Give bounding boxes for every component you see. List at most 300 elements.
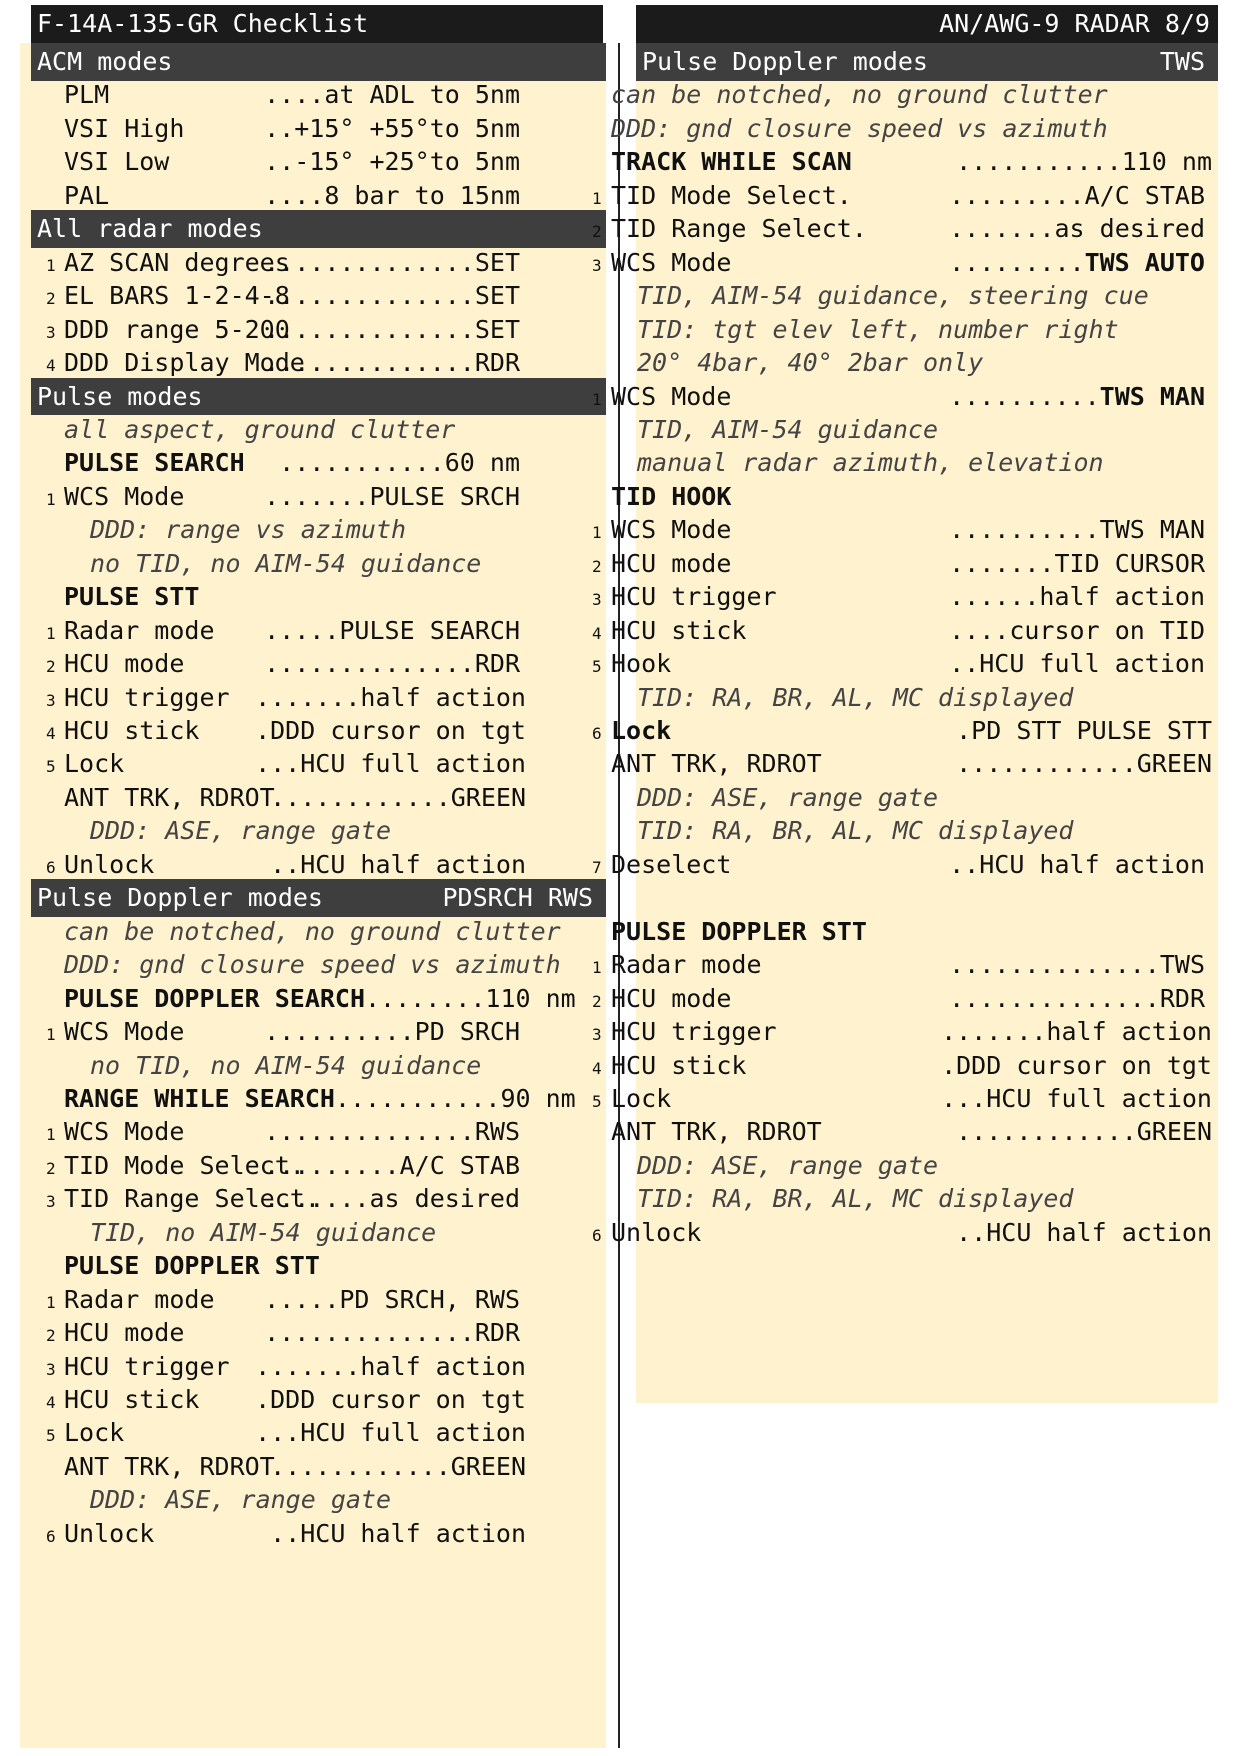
step-number: 6 xyxy=(592,1225,602,1245)
item-value xyxy=(270,846,526,884)
item-label: Radar mode xyxy=(64,615,215,645)
step-number: 1 xyxy=(46,255,56,275)
item-value-text: ..HCU half action xyxy=(270,849,526,879)
item-value xyxy=(255,712,526,750)
checklist-item xyxy=(20,1448,606,1486)
procedure-heading xyxy=(20,444,606,482)
procedure-heading xyxy=(20,1080,606,1118)
item-value-text: ...HCU full action xyxy=(255,749,526,779)
step-number: 1 xyxy=(592,523,602,543)
checklist-item xyxy=(20,1180,606,1218)
procedure-title: PULSE STT xyxy=(64,582,200,612)
item-value-text: .....PULSE SEARCH xyxy=(264,615,520,645)
item-label: WCS Mode xyxy=(611,381,732,411)
column-divider xyxy=(618,43,620,1748)
note-text: TID, no AIM-54 guidance xyxy=(90,1217,437,1247)
procedure-heading xyxy=(20,578,606,616)
step-number: 1 xyxy=(592,188,602,208)
item-value-text: ......... xyxy=(949,247,1085,277)
item-value-text: .........A/C STAB xyxy=(264,1150,520,1180)
item-value-text: ....8 bar to 15nm xyxy=(264,180,520,210)
item-label: Unlock xyxy=(64,849,155,879)
step-number: 3 xyxy=(592,590,602,610)
item-value-text: ..............SET xyxy=(264,314,520,344)
procedure-heading xyxy=(611,478,1218,516)
section-title: ACM modes xyxy=(37,47,173,76)
note-text: TID: tgt elev left, number right xyxy=(637,314,1119,344)
checklist-item xyxy=(592,612,1218,650)
checklist-item xyxy=(20,1314,606,1352)
step-number: 3 xyxy=(592,255,602,275)
section-mode-tag: TWS xyxy=(1159,47,1205,76)
note-text: TID: RA, BR, AL, MC displayed xyxy=(637,682,1074,712)
item-label: Unlock xyxy=(611,1217,702,1247)
checklist-item xyxy=(20,177,606,215)
step-number: 2 xyxy=(592,222,602,242)
checklist-item xyxy=(592,1214,1218,1252)
checklist-item xyxy=(592,846,1218,884)
item-value xyxy=(956,1113,1212,1151)
item-label: Radar mode xyxy=(64,1284,215,1314)
checklist-item xyxy=(592,210,1218,248)
note-text: 20° 4bar, 40° 2bar only xyxy=(637,348,984,378)
item-value xyxy=(270,1448,526,1486)
note-text: manual radar azimuth, elevation xyxy=(637,448,1104,478)
item-value xyxy=(949,846,1205,884)
section-header xyxy=(31,210,606,248)
step-number: 5 xyxy=(46,1426,56,1446)
item-label: WCS Mode xyxy=(64,1117,185,1147)
right-column xyxy=(592,43,1218,1403)
item-value xyxy=(264,76,520,114)
item-value-text: ..............RDR xyxy=(264,1318,520,1348)
item-value xyxy=(264,177,520,215)
item-label: PAL xyxy=(64,180,110,210)
item-value xyxy=(264,277,520,315)
note-row xyxy=(636,411,1218,449)
checklist-item xyxy=(20,846,606,884)
item-value-text: .......half action xyxy=(255,682,526,712)
item-value xyxy=(949,210,1205,248)
item-label: Unlock xyxy=(64,1518,155,1548)
section-header xyxy=(636,43,1218,81)
item-label: HCU trigger xyxy=(64,1351,230,1381)
item-label: HCU trigger xyxy=(64,682,230,712)
item-label: ANT TRK, RDROT xyxy=(64,782,275,812)
procedure-heading xyxy=(20,1247,606,1285)
item-value-text: ............GREEN xyxy=(956,1117,1212,1147)
item-value-text: .......as desired xyxy=(949,214,1205,244)
checklist-item xyxy=(611,1113,1218,1151)
checklist-item xyxy=(20,478,606,516)
page-title: AN/AWG-9 RADAR 8/9 xyxy=(636,5,1218,43)
checklist-item xyxy=(20,1113,606,1151)
item-value xyxy=(949,578,1205,616)
note-row xyxy=(611,110,1218,148)
step-number: 4 xyxy=(46,1393,56,1412)
step-number: 1 xyxy=(592,389,602,409)
item-value-text: .......... xyxy=(949,381,1100,411)
note-text: DDD: ASE, range gate xyxy=(637,1150,939,1180)
step-number: 2 xyxy=(46,1158,56,1178)
step-number: 4 xyxy=(46,356,56,376)
blank-row xyxy=(636,879,1218,917)
step-number: 3 xyxy=(46,1359,56,1379)
checklist-item xyxy=(592,578,1218,616)
item-value xyxy=(941,1013,1212,1051)
procedure-heading xyxy=(611,143,1218,181)
item-value-bold: TWS MAN xyxy=(1099,381,1205,411)
checklist-item xyxy=(20,1515,606,1553)
checklist-item xyxy=(592,946,1218,984)
procedure-title: PULSE SEARCH xyxy=(64,448,245,478)
note-row xyxy=(636,444,1218,482)
step-number: 1 xyxy=(592,958,602,978)
checklist-title: F-14A-135-GR Checklist xyxy=(31,5,603,43)
item-label: VSI Low xyxy=(64,147,170,177)
procedure-title: TID HOOK xyxy=(611,481,732,511)
checklist-item xyxy=(592,712,1218,750)
step-number: 1 xyxy=(46,489,56,509)
note-row xyxy=(20,946,606,984)
checklist-item xyxy=(592,1013,1218,1051)
item-value xyxy=(270,779,526,817)
item-value-text: .......as desired xyxy=(264,1184,520,1214)
item-value-text: ..............RWS xyxy=(264,1117,520,1147)
item-value-text: ..HCU half action xyxy=(949,849,1205,879)
item-label: Deselect xyxy=(611,849,732,879)
item-value-text: .......TID CURSOR xyxy=(949,548,1205,578)
item-value xyxy=(956,1214,1212,1252)
item-value-text: ............GREEN xyxy=(270,782,526,812)
note-row xyxy=(636,812,1218,850)
item-value-bold: TWS AUTO xyxy=(1084,247,1205,277)
item-label: HCU stick xyxy=(64,1385,200,1414)
item-label: Radar mode xyxy=(611,950,762,980)
item-value-text: ..HCU half action xyxy=(270,1518,526,1548)
item-value xyxy=(270,1515,526,1553)
note-row xyxy=(636,311,1218,349)
item-label: DDD Display Mode xyxy=(64,348,305,378)
item-value-text: ..............SET xyxy=(264,247,520,277)
section-mode-tag: PDSRCH RWS xyxy=(442,883,593,913)
item-label: EL BARS 1-2-4-8 xyxy=(64,281,290,311)
section-title: Pulse Doppler modes xyxy=(37,883,323,913)
left-column xyxy=(20,43,606,1748)
step-number: 6 xyxy=(46,857,56,877)
item-value xyxy=(949,378,1205,416)
step-number: 5 xyxy=(46,757,56,777)
item-value-text: ..........TWS MAN xyxy=(949,515,1205,545)
note-text: TID: RA, BR, AL, MC displayed xyxy=(637,1184,1074,1214)
step-number: 6 xyxy=(592,724,602,743)
step-number: 4 xyxy=(592,623,602,643)
checklist-item xyxy=(611,745,1218,783)
item-value xyxy=(264,612,520,650)
item-label: TID Mode Select. xyxy=(611,180,852,210)
note-text: no TID, no AIM-54 guidance xyxy=(90,1050,482,1080)
section-title: Pulse Doppler modes xyxy=(642,47,928,76)
checklist-item xyxy=(592,645,1218,683)
note-text: can be notched, no ground clutter xyxy=(611,80,1108,110)
item-value xyxy=(941,1047,1212,1085)
item-value xyxy=(264,1113,520,1151)
section-header xyxy=(31,43,606,81)
item-value-text: .......PULSE SRCH xyxy=(264,481,520,511)
item-value-text: ...HCU full action xyxy=(941,1083,1212,1113)
item-value-text: ....at ADL to 5nm xyxy=(264,80,520,110)
step-number: 1 xyxy=(46,623,56,643)
item-label: HCU trigger xyxy=(611,1017,777,1047)
checklist-item xyxy=(20,244,606,282)
item-value-text: .DDD cursor on tgt xyxy=(255,1385,526,1414)
checklist-item xyxy=(20,344,606,382)
checklist-item xyxy=(20,1348,606,1386)
item-value xyxy=(264,645,520,683)
procedure-title: PULSE DOPPLER SEARCH xyxy=(64,983,366,1013)
checklist-item xyxy=(20,1013,606,1051)
item-value xyxy=(264,1281,520,1319)
checklist-item xyxy=(592,177,1218,215)
item-label: HCU mode xyxy=(64,649,185,679)
item-value xyxy=(264,344,520,382)
item-label: HCU mode xyxy=(611,548,732,578)
item-label: ANT TRK, RDROT xyxy=(611,1117,822,1147)
note-row xyxy=(20,411,606,449)
item-value xyxy=(255,1381,526,1419)
step-number: 1 xyxy=(46,1125,56,1145)
item-value xyxy=(949,511,1205,549)
item-label: HCU trigger xyxy=(611,582,777,612)
item-value xyxy=(264,1013,520,1051)
item-value xyxy=(255,1414,526,1452)
note-row xyxy=(20,511,606,549)
step-number: 5 xyxy=(592,1091,602,1111)
item-label: HCU stick xyxy=(611,1050,747,1080)
note-text: DDD: gnd closure speed vs azimuth xyxy=(611,113,1108,143)
item-value-text: ....cursor on TID xyxy=(949,615,1205,645)
item-value xyxy=(264,311,520,349)
checklist-item xyxy=(20,1147,606,1185)
item-value-text: ..........PD SRCH xyxy=(264,1017,520,1047)
step-number: 1 xyxy=(46,1025,56,1045)
note-row xyxy=(20,545,606,583)
section-header xyxy=(31,378,606,416)
section-title: All radar modes xyxy=(37,214,263,244)
item-label: TID Range Select. xyxy=(64,1184,320,1214)
item-value xyxy=(949,244,1205,282)
item-value-text: ..HCU half action xyxy=(956,1217,1212,1247)
item-value xyxy=(264,110,520,148)
item-value xyxy=(264,1180,520,1218)
section-title: Pulse modes xyxy=(37,381,203,411)
item-label: HCU mode xyxy=(64,1318,185,1348)
item-value xyxy=(264,143,520,181)
step-number: 2 xyxy=(46,1326,56,1346)
item-value xyxy=(949,980,1205,1018)
note-text: all aspect, ground clutter xyxy=(64,414,456,444)
step-number: 2 xyxy=(592,556,602,576)
item-value xyxy=(949,612,1205,650)
item-label: PLM xyxy=(64,80,110,110)
note-text: DDD: ASE, range gate xyxy=(637,782,939,812)
item-label: TID Mode Select. xyxy=(64,1150,305,1180)
item-value xyxy=(264,478,520,516)
step-number: 2 xyxy=(592,991,602,1011)
note-row xyxy=(636,277,1218,315)
item-label: HCU stick xyxy=(64,716,200,745)
procedure-range: ...........110 nm xyxy=(956,147,1212,177)
note-row xyxy=(20,913,606,951)
item-value-text: ............GREEN xyxy=(956,749,1212,779)
checklist-item xyxy=(20,1381,606,1419)
step-number: 2 xyxy=(46,289,56,309)
checklist-item xyxy=(20,1281,606,1319)
item-value-text: ............GREEN xyxy=(270,1451,526,1481)
procedure-title: PULSE DOPPLER STT xyxy=(611,916,867,946)
item-value-text: ..HCU full action xyxy=(949,649,1205,679)
checklist-item xyxy=(20,143,606,181)
note-text: no TID, no AIM-54 guidance xyxy=(90,548,482,578)
procedure-title: RANGE WHILE SEARCH xyxy=(64,1083,335,1113)
item-value-text: .DDD cursor on tgt xyxy=(941,1050,1212,1080)
item-value xyxy=(949,545,1205,583)
note-text: DDD: gnd closure speed vs azimuth xyxy=(64,950,561,980)
item-value-text: ..............RDR xyxy=(264,649,520,679)
step-number: 5 xyxy=(592,657,602,677)
item-value-text: .....PD SRCH, RWS xyxy=(264,1284,520,1314)
step-number: 3 xyxy=(46,1192,56,1212)
item-label: ANT TRK, RDROT xyxy=(611,749,822,779)
step-number: 3 xyxy=(592,1025,602,1045)
checklist-item xyxy=(20,277,606,315)
note-row xyxy=(636,1180,1218,1218)
item-label: TID Range Select. xyxy=(611,214,867,244)
item-label: Lock xyxy=(611,1083,672,1113)
item-value-text: ......half action xyxy=(949,582,1205,612)
note-text: DDD: ASE, range gate xyxy=(90,816,392,846)
note-text: DDD: range vs azimuth xyxy=(90,515,407,545)
item-label: HCU mode xyxy=(611,983,732,1013)
item-value xyxy=(941,1080,1212,1118)
note-text: TID: RA, BR, AL, MC displayed xyxy=(637,816,1074,846)
step-number: 2 xyxy=(46,657,56,677)
note-row xyxy=(636,344,1218,382)
item-value-text: ..............TWS xyxy=(949,950,1205,980)
procedure-range: ...........90 nm xyxy=(334,1083,576,1113)
item-label: WCS Mode xyxy=(611,247,732,277)
note-row xyxy=(636,1147,1218,1185)
item-value-text: .........A/C STAB xyxy=(949,180,1205,210)
step-number: 1 xyxy=(46,1292,56,1312)
checklist-item xyxy=(20,745,606,783)
item-value-text: .DDD cursor on tgt xyxy=(255,716,526,745)
note-text: DDD: ASE, range gate xyxy=(90,1485,392,1515)
step-number: 4 xyxy=(592,1058,602,1078)
note-text: TID, AIM-54 guidance xyxy=(637,414,939,444)
item-label: HCU stick xyxy=(611,615,747,645)
item-label: WCS Mode xyxy=(64,1017,185,1047)
step-number: 7 xyxy=(592,857,602,877)
step-number: 3 xyxy=(46,690,56,710)
checklist-item xyxy=(20,712,606,750)
item-value-text: ..+15° +55°to 5nm xyxy=(264,113,520,143)
step-number: 3 xyxy=(46,322,56,342)
procedure-range: ...........60 nm xyxy=(279,448,520,478)
checklist-item xyxy=(592,1080,1218,1118)
procedure-heading xyxy=(611,913,1218,951)
checklist-item xyxy=(20,679,606,717)
item-label: Lock xyxy=(64,1418,125,1448)
checklist-item xyxy=(592,378,1218,416)
note-row xyxy=(611,76,1218,114)
item-value-text: ..............RDR xyxy=(264,348,520,378)
procedure-title: PULSE DOPPLER STT xyxy=(64,1251,320,1281)
note-text: TID, AIM-54 guidance, steering cue xyxy=(637,281,1149,311)
note-row xyxy=(20,1214,606,1252)
checklist-item xyxy=(20,311,606,349)
note-row xyxy=(20,1047,606,1085)
note-row xyxy=(636,779,1218,817)
item-label: VSI High xyxy=(64,113,185,143)
item-value xyxy=(264,1147,520,1185)
item-value xyxy=(264,1314,520,1352)
note-row xyxy=(20,812,606,850)
step-number: 4 xyxy=(46,724,56,743)
checklist-item xyxy=(20,645,606,683)
item-value xyxy=(956,712,1212,750)
item-label: Lock xyxy=(611,716,672,745)
item-label: WCS Mode xyxy=(611,515,732,545)
item-label: DDD range 5-200 xyxy=(64,314,290,344)
item-label: ANT TRK, RDROT xyxy=(64,1451,275,1481)
item-value-text: ..............SET xyxy=(264,281,520,311)
item-value xyxy=(949,946,1205,984)
item-label: AZ SCAN degrees xyxy=(64,247,290,277)
item-value xyxy=(255,745,526,783)
item-label: Lock xyxy=(64,749,125,779)
item-value xyxy=(949,645,1205,683)
item-value-text: ..............RDR xyxy=(949,983,1205,1013)
checklist-item xyxy=(20,612,606,650)
checklist-item xyxy=(592,244,1218,282)
item-label: Hook xyxy=(611,649,672,679)
note-text: can be notched, no ground clutter xyxy=(64,916,561,946)
procedure-title: TRACK WHILE SCAN xyxy=(611,147,852,177)
item-value xyxy=(255,679,526,717)
item-value-text: ...HCU full action xyxy=(255,1418,526,1448)
item-label: WCS Mode xyxy=(64,481,185,511)
step-number: 6 xyxy=(46,1526,56,1546)
procedure-range: ........110 nm xyxy=(365,983,576,1013)
checklist-item xyxy=(592,1047,1218,1085)
item-value-text: .......half action xyxy=(941,1017,1212,1047)
checklist-item xyxy=(20,779,606,817)
checklist-item xyxy=(20,76,606,114)
item-value-text: ..-15° +25°to 5nm xyxy=(264,147,520,177)
item-value-text: .......half action xyxy=(255,1351,526,1381)
checklist-item xyxy=(592,545,1218,583)
item-value xyxy=(264,244,520,282)
section-header xyxy=(31,879,606,917)
item-value xyxy=(255,1348,526,1386)
procedure-heading xyxy=(20,980,606,1018)
checklist-item xyxy=(20,1414,606,1452)
checklist-item xyxy=(20,110,606,148)
item-value xyxy=(956,745,1212,783)
item-value xyxy=(949,177,1205,215)
item-value-text: .PD STT PULSE STT xyxy=(956,716,1212,745)
